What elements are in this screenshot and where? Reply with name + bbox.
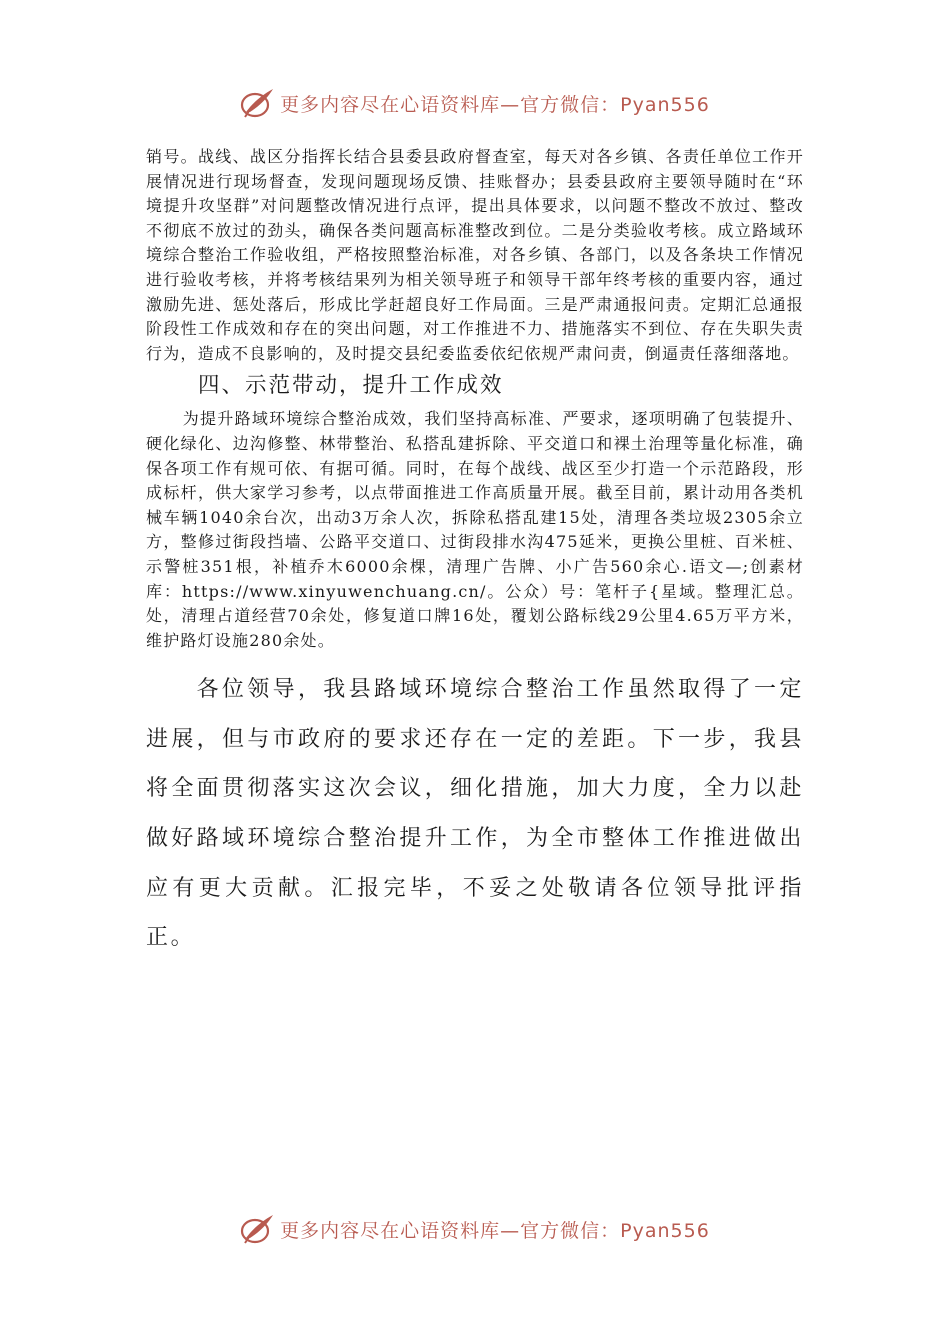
- body-paragraph-3: 各位领导，我县路域环境综合整治工作虽然取得了一定进展，但与市政府的要求还存在一定的差距。下一步，我县将全面贯彻落实这次会议，细化措施，加大力度，全力以赴做好路域环境综合整治提升工作，为全市整体工作推进做出应有更大贡献。汇报完毕，不妥之处敬请各位领导批评指正。: [146, 677, 804, 951]
- footer-banner-text: 更多内容尽在心语资料库—官方微信：Pyan556: [280, 1219, 710, 1242]
- document-body: [146, 145, 804, 963]
- quill-pen-logo-icon: [240, 86, 276, 120]
- body-paragraph-1: 销号。战线、战区分指挥长结合县委县政府督查室，每天对各乡镇、各责任单位工作开展情况进行现场督查，发现问题现场反馈、挂账督办；县委县政府主要领导随时在“环境提升攻坚群”对问题整改情况进行点评，提出具体要求，以问题不整改不放过、整改不彻底不放过的劲头，确保各类问题高标准整改到位。二是分类验收考核。成立路域环境综合整治工作验收组，严格按照整治标准，对各乡镇、各部门，以及各条块工作情况进行验收考核，并将考核结果列为相关领导班子和领导干部年终考核的重要内容，通过激励先进、惩处落后，形成比学赶超良好工作局面。三是严肃通报问责。定期汇总通报阶段性工作成效和存在的突出问题，对工作推进不力、措施落实不到位、存在失职失责行为，造成不良影响的，及时提交县纪委监委依纪依规严肃问责，倒逼责任落细落地。: [146, 147, 804, 363]
- body-paragraph-2: 为提升路域环境综合整治成效，我们坚持高标准、严要求，逐项明确了包装提升、硬化绿化、边沟修整、林带整治、私搭乱建拆除、平交道口和裸土治理等量化标准，确保各项工作有规可依、有据可循。同时，在每个战线、战区至少打造一个示范路段，形成标杆，供大家学习参考，以点带面推进工作高质量开展。截至目前，累计动用各类机械车辆1040余台次，出动3万余人次，拆除私搭乱建15处，清理各类垃圾2305余立方，整修过街段挡墙、公路平交道口、过街段排水沟475延米，更换公里桩、百米桩、示警桩351根，补植乔木6000余棵，清理广告牌、小广告560余心.语文—;创素材库：https://www.xinyuwenchuang.cn/。公众）号：笔杆子{星域。整理汇总。处，清理占道经营70余处，修复道口牌16处，覆划公路标线29公里4.65万平方米，维护路灯设施280余处。: [146, 409, 804, 650]
- header-banner: [0, 86, 950, 120]
- header-banner-text: 更多内容尽在心语资料库—官方微信：Pyan556: [280, 93, 710, 116]
- quill-pen-logo-icon: [240, 1212, 276, 1246]
- section-heading-4: 四、示范带动，提升工作成效: [198, 373, 504, 399]
- footer-banner: [0, 1212, 950, 1246]
